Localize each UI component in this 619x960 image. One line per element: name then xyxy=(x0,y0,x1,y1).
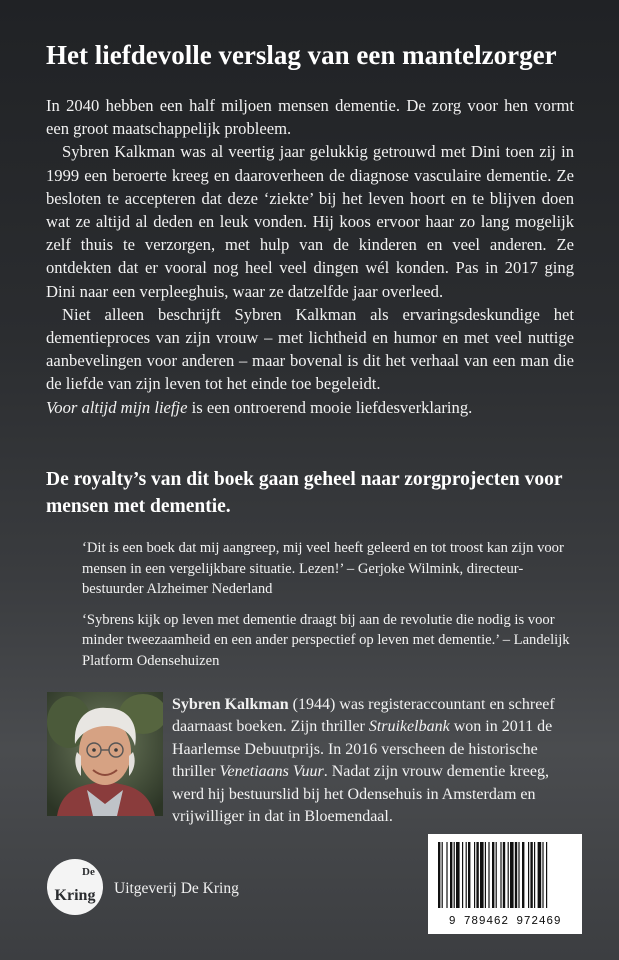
summary-text: Niet alleen beschrijft Sybren Kalkman als ervaringsdeskundige het dementieproces van zijn vrouw – met lichtheid en humor en met veel nuttige aanbevelingen voor anderen – maar bovenal is dit het verhaal van een man die de liefde van zijn leven tot het einde toe begeleidt. xyxy=(46,304,574,394)
paragraph-story: Sybren Kalkman was al veertig jaar gelukkig getrouwd met Dini toen zij in 1999 een beroerte kreeg en daaroverheen de diagnose vasculaire dementie. Ze besloten te accepteren dat deze ‘ziekte’ bij het leven hoort en te blijven doen wat ze altijd al deden en leuk vonden. Hij koos ervoor haar zo lang mogelijk zelf thuis te verzorgen, met hulp van de kinderen en veel anderen. Ze ontdekten dat er vooral nog heel veel dingen wél konden. Pas in 2017 ging Dini naar een verpleeghuis, waar ze datzelfde jaar overleed. xyxy=(46,142,574,301)
endorsement-quote: ‘Dit is een boek dat mij aangreep, mij veel heeft geleerd en tot troost kan zijn voor mensen in een vergelijkbare situatie. Lezen!’ – Gerjoke Wilmink, directeur-bestuurder Alzheimer Nederland xyxy=(82,540,564,598)
royalty-statement: De royalty’s van dit boek gaan geheel naar zorgprojecten voor mensen met dementie. xyxy=(46,469,563,517)
book-title: Struikelbank xyxy=(368,718,450,736)
bio-text: won in 2011 de Haarlemse Debuutprijs. In 2016 verscheen de historische thriller xyxy=(172,718,553,781)
paragraph-summary xyxy=(46,303,574,419)
svg-text:Kring: Kring xyxy=(54,887,96,904)
book-title: Venetiaans Vuur xyxy=(219,763,324,781)
back-cover-title: Het liefdevolle verslag van een mantelzorger xyxy=(46,40,557,70)
svg-text:De: De xyxy=(82,866,95,878)
bio-text: . Nadat zijn vrouw dementie kreeg, werd hij bestuurslid bij het Odensehuis in Amsterdam en vrijwilliger in dat in Bloemendaal. xyxy=(172,763,549,826)
bio-text: (1944) was registeraccountant en schreef daarnaast boeken. Zijn thriller xyxy=(172,696,555,736)
author-photo xyxy=(47,692,163,816)
endorsements xyxy=(82,538,582,682)
publisher-name: Uitgeverij De Kring xyxy=(114,880,239,897)
book-title: Voor altijd mijn liefje xyxy=(46,397,188,417)
description-text xyxy=(46,94,574,419)
summary-end: is een ontroerend mooie liefdesverklaring. xyxy=(191,397,473,417)
isbn-barcode xyxy=(428,834,582,934)
paragraph-intro: In 2040 hebben een half miljoen mensen dementie. De zorg voor hen vormt een groot maatschappelijk probleem. xyxy=(46,96,574,139)
publisher-logo xyxy=(46,858,104,916)
author-bio xyxy=(172,694,582,828)
isbn-number: 9 789462 972469 xyxy=(448,915,562,928)
author-name: Sybren Kalkman xyxy=(172,696,289,713)
endorsement-quote: ‘Sybrens kijk op leven met dementie draagt bij aan de revolutie die nodig is voor minder tweezaamheid en een ander perspectief op leven met dementie.’ – Landelijk Platform Odensehuizen xyxy=(82,611,570,669)
